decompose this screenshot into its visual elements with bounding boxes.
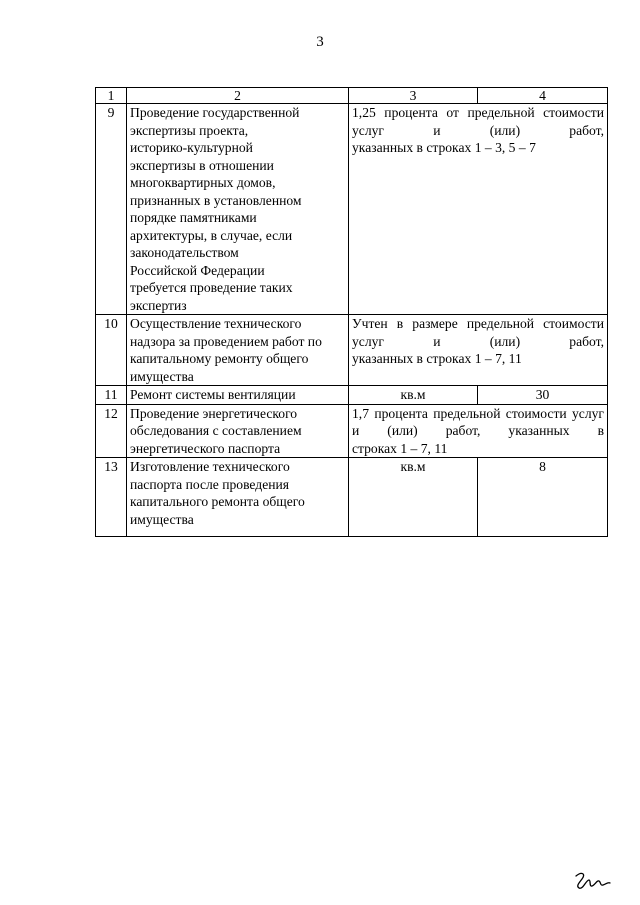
row-number: 10: [96, 315, 127, 386]
quantity-cell: 8: [478, 458, 608, 537]
cost-rule-text: Учтен в размере предельной стоимости услуг и (или) работ,: [352, 316, 604, 349]
work-name: Осуществление технического надзора за проведением работ по капитальному ремонту общего имущества: [127, 315, 349, 386]
cost-rule: [349, 404, 608, 458]
cost-rule-text: 1,25 процента от предельной стоимости услуг и (или) работ,: [352, 105, 604, 138]
column-header: 3: [349, 88, 478, 104]
cost-rule-text-end: строках 1 – 7, 11: [352, 440, 448, 456]
table-row: [96, 104, 608, 315]
work-name: Ремонт системы вентиляции: [127, 386, 349, 405]
work-name: Проведение государственной экспертизы проекта, историко-культурной экспертизы в отношении многоквартирных домов, признанных в установленном порядке памятниками архитектуры, в случае, если законодательством Российской Федерации требуется проведение таких экспертиз: [127, 104, 349, 315]
table-row: [96, 386, 608, 405]
cost-table: [95, 87, 608, 537]
table-row: [96, 315, 608, 386]
row-number: 12: [96, 404, 127, 458]
work-name: Проведение энергетического обследования с составлением энергетического паспорта: [127, 404, 349, 458]
page-number: 3: [316, 34, 324, 50]
row-number: 9: [96, 104, 127, 315]
row-number: 11: [96, 386, 127, 405]
unit-cell: кв.м: [349, 458, 478, 537]
quantity-cell: 30: [478, 386, 608, 405]
work-name: Изготовление технического паспорта после проведения капитального ремонта общего имущества: [127, 458, 349, 537]
cost-rule: [349, 104, 608, 315]
row-number: 13: [96, 458, 127, 537]
column-header: 2: [127, 88, 349, 104]
cost-rule-text-end: указанных в строках 1 – 7, 11: [352, 351, 522, 366]
table-header-row: [96, 88, 608, 104]
cost-rule-text: 1,7 процента предельной стоимости услуг и (или) работ, указанных в: [352, 405, 604, 438]
column-header: 1: [96, 88, 127, 104]
table-row: [96, 404, 608, 458]
unit-cell: кв.м: [349, 386, 478, 405]
cost-rule-text-end: указанных в строках 1 – 3, 5 – 7: [352, 140, 536, 155]
table-row: [96, 458, 608, 537]
cost-rule: [349, 315, 608, 386]
column-header: 4: [478, 88, 608, 104]
signature-mark: [572, 868, 612, 894]
